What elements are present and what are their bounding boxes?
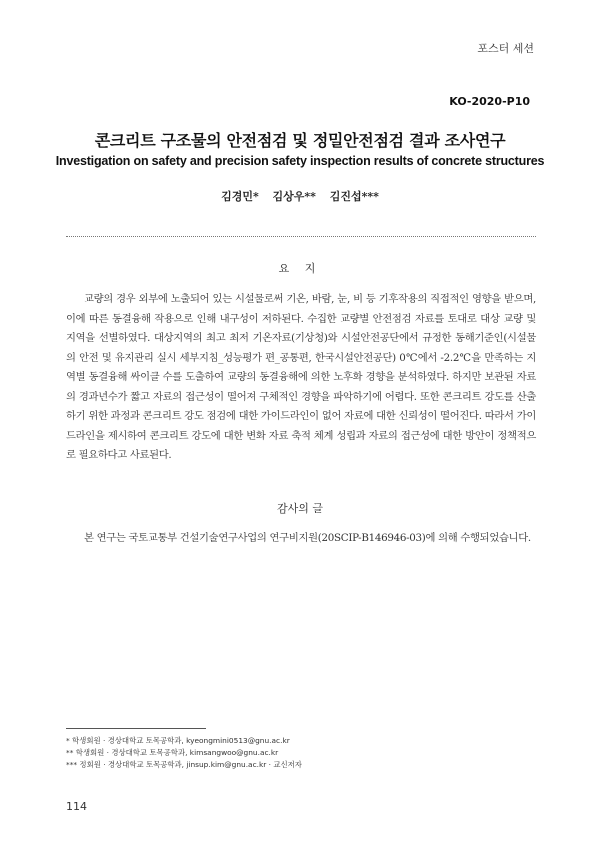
acknowledgement-body: 본 연구는 국토교통부 건설기술연구사업의 연구비지원(20SCIP-B146946-03)에 의해 수행되었습니다.: [84, 532, 531, 544]
footnote-1: * 학생회원 · 경상대학교 토목공학과, kyeongmini0513@gnu.ac.kr: [66, 736, 290, 745]
paper-title-english: Investigation on safety and precision safety inspection results of concrete structures: [55, 154, 545, 168]
section-divider: [66, 236, 536, 237]
abstract-heading: 요 지: [278, 262, 322, 275]
abstract-body: 교량의 경우 외부에 노출되어 있는 시설물로써 기온, 바람, 눈, 비 등 기후작용의 직접적인 영향을 받으며, 이에 따른 동결융해 작용으로 인해 내구성이 저하된다. 수집한 교량별 안전점검 자료를 토대로 대상 교량 및 지역을 선별하였다. 대상지역의 최고 최저 기온자료(기상청)와 시설안전공단에서 규정한 동해기준인(시설물의 안전 및 유지관리 실시 세부지침_성능평가 편_공통편, 한국시설안전공단) 0℃에서 -2.2℃을 만족하는 지역별 동결융해 싸이클 수를 도출하여 교량의 동결융해에 의한 노후화 경향을 분석하였다. 하지만 보관된 자료의 경과년수가 짧고 자료의 접근성이 떨어져 구체적인 경향을 파악하기에 어렵다. 또한 콘크리트 강도를 산출하기 위한 과정과 콘크리트 강도 점검에 대한 가이드라인이 없어 자료에 대한 신뢰성이 떨어진다. 따라서 가이드라인을 제시하여 콘크리트 강도에 대한 변화 자료 축적 체계 성립과 자료의 접근성에 대한 방안이 정책적으로 필요하다고 사료된다.: [66, 293, 536, 461]
acknowledgement-heading: 감사의 글: [276, 502, 323, 515]
author-1: 김경민*: [221, 190, 259, 203]
paper-id: KO-2020-P10: [449, 95, 530, 108]
page-number: 114: [66, 800, 87, 813]
section-label: 포스터 세션: [477, 42, 534, 55]
paper-title-korean: 콘크리트 구조물의 안전점검 및 정밀안전점검 결과 조사연구: [94, 131, 506, 150]
footnote-3: *** 정회원 · 경상대학교 토목공학과, jinsup.kim@gnu.ac.kr · 교신저자: [66, 760, 302, 769]
footnote-2: ** 학생회원 · 경상대학교 토목공학과, kimsangwoo@gnu.ac.kr: [66, 748, 279, 757]
author-2: 김상우**: [272, 190, 316, 203]
author-list: [0, 188, 600, 204]
author-3: 김진섭***: [329, 190, 379, 203]
footnote-rule: [66, 728, 206, 729]
footnotes: [66, 735, 536, 771]
